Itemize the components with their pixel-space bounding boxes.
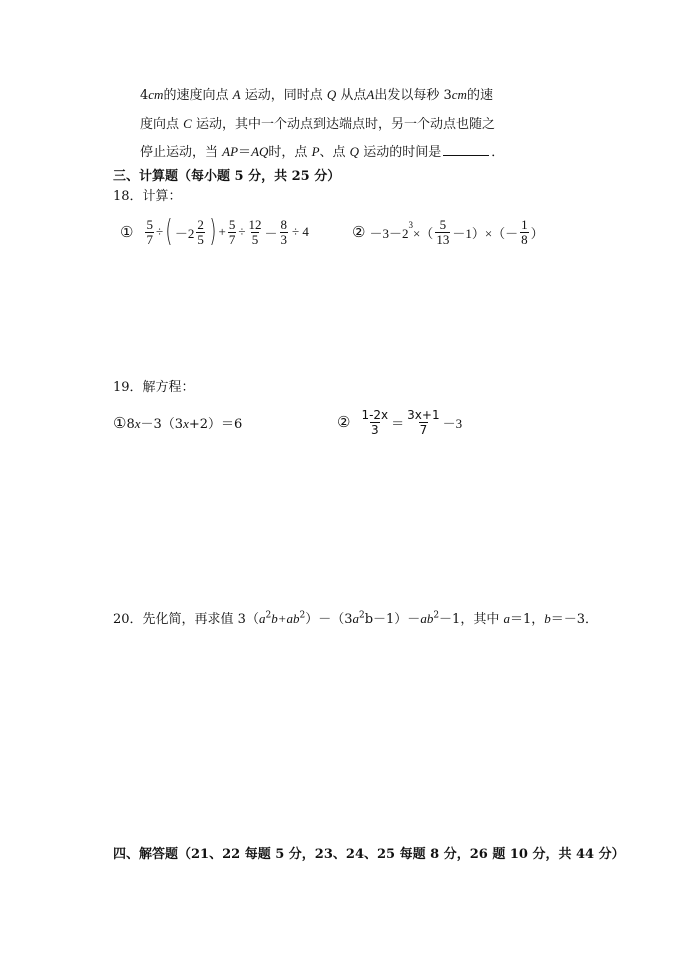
fraction	[145, 218, 154, 247]
point-label: C	[183, 116, 192, 131]
point-label: P	[311, 144, 320, 159]
text: 的速度向点	[163, 88, 229, 103]
answer-blank[interactable]	[443, 143, 489, 156]
variable: a	[352, 611, 359, 626]
text: 、点	[319, 145, 346, 160]
unit: cm	[451, 87, 467, 102]
numerator: 5	[228, 216, 236, 232]
numerator: 12	[248, 216, 262, 232]
variable: a	[503, 611, 510, 626]
variable: ab	[286, 611, 300, 626]
text: ＝－3．	[550, 612, 599, 627]
point-label: Q	[349, 144, 360, 159]
denominator: 3	[280, 231, 288, 247]
q18-label: 18．计算：	[113, 189, 182, 204]
q20-text	[113, 608, 598, 627]
exponent: 2	[265, 610, 272, 621]
problem-line-2	[140, 113, 495, 132]
operator: ÷ 4	[292, 224, 309, 239]
part-marker: ②	[352, 224, 366, 241]
point-label: A	[232, 87, 241, 102]
text: ＝	[238, 145, 252, 160]
exponent: 2	[299, 610, 306, 621]
text: －1，其中	[439, 612, 504, 627]
denominator: 7	[228, 231, 236, 247]
variable: x	[134, 416, 141, 431]
segment-label: AQ	[251, 144, 269, 159]
numerator: 5	[146, 216, 153, 232]
part-marker: ①	[113, 414, 127, 432]
operator: －	[264, 225, 278, 241]
section-4-title: 四、解答题（21、22 每题 5 分，23、24、25 每题 8 分，26 题 10 分，共 44 分）	[113, 847, 625, 862]
denominator: 5	[197, 231, 204, 247]
fraction	[435, 218, 450, 247]
q18-part2	[352, 214, 544, 250]
text: 运动，其中一个动点到达端点时，另一个动点也随之	[195, 117, 495, 132]
text: ）－（3	[305, 612, 353, 627]
operator: +	[218, 224, 226, 239]
number: －2	[174, 225, 195, 241]
denominator: 3	[370, 422, 379, 437]
variable: b	[544, 611, 551, 626]
text: 运动，同时点	[244, 88, 323, 103]
expression: ×（	[412, 225, 434, 241]
operator: ÷	[155, 224, 164, 239]
variable: ab	[420, 611, 434, 626]
text: 从点	[340, 88, 367, 103]
numerator: 1	[521, 216, 528, 232]
text: 停止运动，当	[140, 145, 219, 160]
exponent: 3	[408, 220, 413, 230]
problem-line-1	[140, 84, 493, 103]
section-3-title: 三、计算题（每小题 5 分，共 25 分）	[113, 169, 341, 184]
text: 度向点	[140, 117, 180, 132]
text: ．	[491, 145, 505, 160]
denominator: 7	[146, 231, 153, 247]
numerator: 3x+1	[407, 407, 440, 422]
exponent: 2	[358, 610, 365, 621]
part-marker: ②	[337, 414, 351, 431]
text: 时，点	[268, 145, 308, 160]
operator: ÷	[238, 224, 246, 239]
text: 运动的时间是	[363, 145, 442, 160]
text: b－1）－	[364, 612, 421, 627]
denominator: 8	[521, 231, 528, 247]
q19-part2	[337, 404, 462, 440]
text: 的速	[466, 88, 493, 103]
point-label: A	[366, 87, 375, 102]
fraction	[280, 218, 289, 247]
q18-part1	[120, 214, 309, 250]
operator: ＝	[391, 415, 405, 431]
point-label: Q	[326, 87, 337, 102]
numerator: 5	[439, 216, 447, 232]
q19-part1	[113, 413, 242, 432]
expression: －3	[442, 415, 463, 431]
expression: +2）＝6	[188, 417, 243, 432]
variable: b+	[271, 611, 287, 626]
numerator: 2	[197, 216, 204, 232]
numerator: 8	[280, 216, 288, 232]
text: ＝1，	[509, 612, 545, 627]
fraction	[406, 408, 440, 437]
expression: －1）×（－	[452, 225, 519, 241]
problem-line-3	[140, 141, 504, 160]
unit: cm	[148, 87, 164, 102]
variable: a	[258, 611, 266, 626]
fraction	[360, 408, 389, 437]
number: 8	[126, 417, 135, 432]
expression: －3（3	[140, 417, 184, 432]
q19-label: 19．解方程：	[113, 380, 195, 395]
expression: －3－2	[369, 225, 409, 241]
exponent: 2	[433, 610, 440, 621]
fraction	[248, 218, 263, 247]
part-marker: ①	[120, 224, 134, 241]
segment-label: AP	[222, 144, 239, 159]
variable: x	[183, 416, 189, 431]
denominator: 7	[419, 422, 428, 437]
text: 出发以每秒 3	[374, 88, 452, 103]
numerator: 1-2x	[361, 407, 389, 422]
text: 20．先化简，再求值 3（	[113, 612, 259, 627]
fraction	[228, 218, 237, 247]
text: 4	[140, 88, 149, 103]
fraction	[520, 218, 529, 247]
left-paren: (	[165, 214, 173, 249]
expression: ）	[530, 225, 544, 241]
denominator: 13	[436, 231, 450, 247]
right-paren: )	[209, 214, 217, 249]
denominator: 5	[251, 231, 259, 247]
fraction	[196, 218, 205, 247]
